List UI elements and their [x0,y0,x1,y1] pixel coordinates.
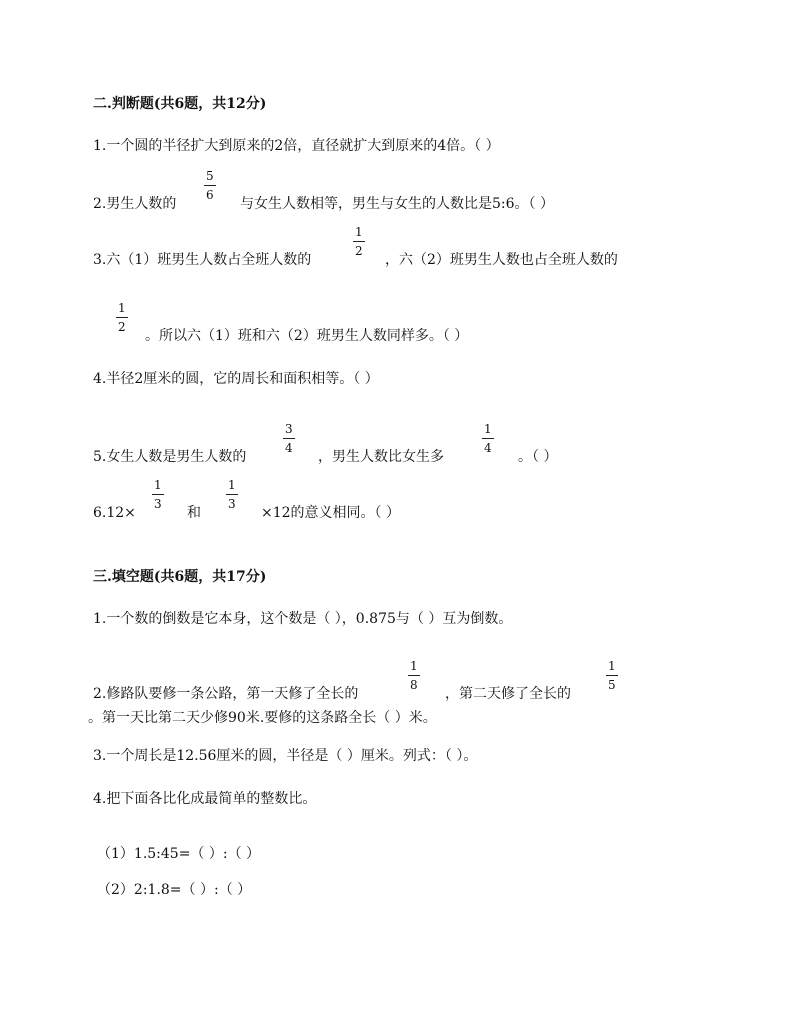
fraction: 1 3 [228,478,236,511]
fraction: 1 3 [154,478,162,511]
fraction: 5 6 [206,169,214,202]
judge-question-1: 1.一个圆的半径扩大到原来的2倍，直径就扩大到原来的4倍。（ ） [93,138,500,154]
fill-question-4-item: （1）1.5:45=（ ）:（ ） [97,846,261,862]
section-title-judge: 二.判断题(共6题，共12分) [93,96,267,112]
fill-question-1: 1.一个数的倒数是它本身，这个数是（ ），0.875与（ ）互为倒数。 [93,611,513,627]
judge-question-4: 4.半径2厘米的圆，它的周长和面积相等。（ ） [93,371,379,387]
fill-question-4-item: （2）2:1.8=（ ）:（ ） [97,882,252,898]
fraction: 1 2 [355,225,363,258]
fill-question-4-title: 4.把下面各比化成最简单的整数比。 [93,791,317,807]
fill-question-3: 3.一个周长是12.56厘米的圆，半径是（ ）厘米。列式：（ ）。 [93,748,478,764]
fraction: 1 5 [608,659,616,692]
section-title-fill: 三.填空题(共6题，共17分) [93,569,267,585]
fraction: 1 2 [118,301,126,334]
fraction: 3 4 [285,422,293,455]
fraction: 1 4 [484,422,492,455]
fraction: 1 8 [410,659,418,692]
